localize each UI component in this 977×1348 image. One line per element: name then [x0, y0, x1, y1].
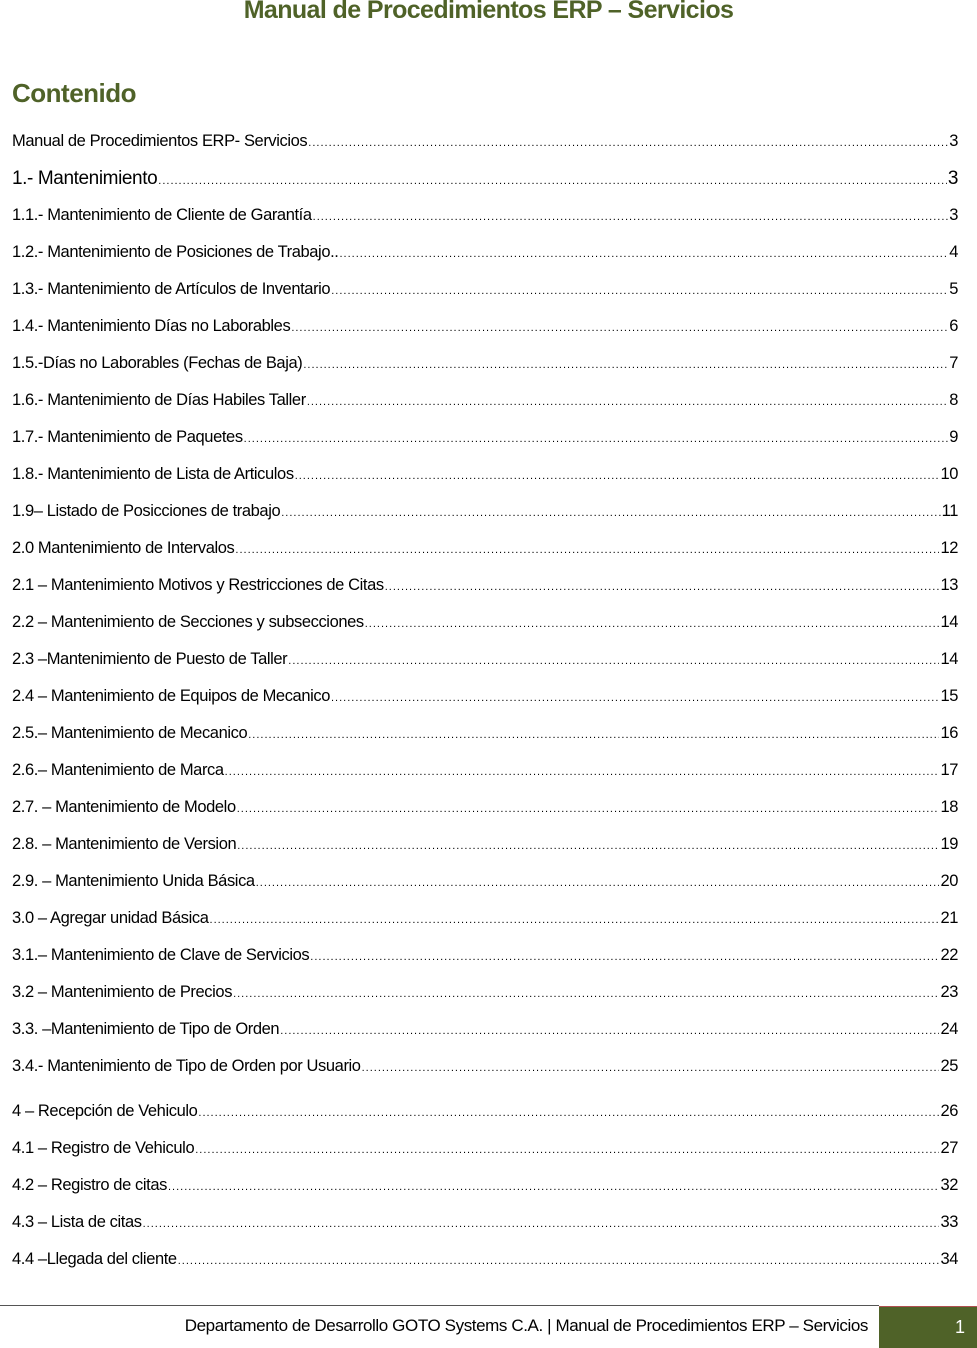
dot-leader — [362, 1050, 940, 1087]
toc-entry[interactable] — [12, 234, 958, 271]
toc-entry-title: 4.1 – Registro de Vehiculo — [12, 1139, 195, 1157]
toc-entry[interactable] — [12, 271, 958, 308]
toc-entry-title: 2.1 – Mantenimiento Motivos y Restricciones de Citas — [12, 576, 384, 594]
toc-entry-title: 1.9– Listado de Posicciones de trabajo — [12, 502, 281, 520]
document-title: Manual de Procedimientos ERP – Servicios — [243, 0, 734, 24]
toc-entry[interactable] — [12, 567, 958, 604]
toc-entry[interactable] — [12, 1048, 958, 1085]
dot-leader — [225, 754, 940, 791]
toc-entry-page: 9 — [949, 428, 958, 446]
toc-entry-title: 3.2 – Mantenimiento de Precios — [12, 983, 233, 1001]
toc-entry-page: 3 — [949, 132, 958, 150]
footer-text: Departamento de Desarrollo GOTO Systems C.A. | Manual de Procedimientos ERP – Servicios — [184, 1316, 868, 1335]
toc-entry-title: 2.5.– Mantenimiento de Mecanico — [12, 724, 248, 742]
toc-entry-page: 23 — [940, 983, 958, 1001]
dot-leader — [365, 606, 940, 643]
dot-leader — [385, 569, 940, 606]
toc-entry-title: 3.0 – Agregar unidad Básica — [12, 909, 209, 927]
toc-entry-page: 27 — [940, 1139, 958, 1157]
toc-entry-page: 18 — [940, 798, 958, 816]
toc-entry-page: 14 — [940, 613, 958, 631]
toc-entry[interactable] — [12, 604, 958, 641]
dot-leader — [198, 1095, 939, 1132]
toc-entry[interactable] — [12, 530, 958, 567]
page-number: 1 — [954, 1317, 965, 1337]
toc-entry-title: 2.0 Mantenimiento de Intervalos — [12, 539, 235, 557]
toc-entry-title: 3.4.- Mantenimiento de Tipo de Orden por Usuario — [12, 1057, 361, 1075]
dot-leader — [331, 680, 939, 717]
toc-entry-page: 3 — [949, 206, 958, 224]
toc-entry[interactable] — [12, 826, 958, 863]
toc-entry-title: 2.4 – Mantenimiento de Equipos de Mecanico — [12, 687, 330, 705]
dot-leader — [248, 717, 939, 754]
toc-entry-title: 2.8. – Mantenimiento de Version — [12, 835, 237, 853]
toc-entry-page: 20 — [940, 872, 958, 890]
dot-leader — [235, 532, 939, 569]
toc-entry-page: 4 — [949, 243, 958, 261]
toc-entry[interactable] — [12, 456, 958, 493]
toc-entry-page: 19 — [940, 835, 958, 853]
page-number-box — [879, 1306, 977, 1348]
toc-entry-page: 8 — [949, 391, 958, 409]
toc-entry-page: 7 — [949, 354, 958, 372]
toc-entry-page: 32 — [940, 1176, 958, 1194]
dot-leader — [143, 1206, 940, 1243]
toc-entry-title: 1.2.- Mantenimiento de Posiciones de Trabajo.. — [12, 243, 339, 261]
toc-entry[interactable] — [12, 863, 958, 900]
dot-leader — [158, 163, 947, 200]
toc-entry[interactable] — [12, 345, 958, 382]
toc-entry[interactable] — [12, 900, 958, 937]
toc-entry-page: 16 — [940, 724, 958, 742]
dot-leader — [237, 828, 939, 865]
toc-entry[interactable] — [12, 1011, 958, 1048]
toc-entry-title: 2.2 – Mantenimiento de Secciones y subsecciones — [12, 613, 364, 631]
toc-entry[interactable] — [12, 1093, 958, 1130]
dot-leader — [210, 902, 940, 939]
dot-leader — [195, 1132, 939, 1169]
toc-entry-page: 6 — [949, 317, 958, 335]
toc-entry-title: 2.3 –Mantenimiento de Puesto de Taller — [12, 650, 288, 668]
toc-entry[interactable] — [12, 382, 958, 419]
toc-entry-page: 26 — [940, 1102, 958, 1120]
toc-entry-page: 15 — [940, 687, 958, 705]
table-of-contents — [12, 123, 958, 1278]
toc-entry-title: 1.7.- Mantenimiento de Paquetes — [12, 428, 243, 446]
toc-entry-title: 1.- Mantenimiento — [12, 168, 158, 189]
toc-entry-title: 1.8.- Mantenimiento de Lista de Articulos — [12, 465, 294, 483]
toc-entry-page: 14 — [940, 650, 958, 668]
toc-entry-page: 22 — [940, 946, 958, 964]
dot-leader — [168, 1169, 939, 1206]
toc-entry-page: 5 — [949, 280, 958, 298]
dot-leader — [288, 643, 939, 680]
toc-entry[interactable] — [12, 160, 958, 197]
toc-entry[interactable] — [12, 1167, 958, 1204]
dot-leader — [256, 865, 940, 902]
toc-entry-page: 3 — [947, 168, 958, 189]
toc-entry-title: 1.6.- Mantenimiento de Días Habiles Taller — [12, 391, 306, 409]
toc-entry[interactable] — [12, 123, 958, 160]
toc-entry[interactable] — [12, 789, 958, 826]
dot-leader — [313, 199, 949, 236]
toc-entry-title: 4.2 – Registro de citas — [12, 1176, 167, 1194]
dot-leader — [178, 1243, 940, 1280]
dot-leader — [310, 939, 939, 976]
toc-entry[interactable] — [12, 974, 958, 1011]
toc-entry-page: 33 — [940, 1213, 958, 1231]
toc-entry[interactable] — [12, 937, 958, 974]
toc-entry-title: 1.3.- Mantenimiento de Artículos de Inventario — [12, 280, 331, 298]
toc-entry-page: 17 — [940, 761, 958, 779]
dot-leader — [339, 236, 948, 273]
toc-entry-title: 3.3. –Mantenimiento de Tipo de Orden — [12, 1020, 280, 1038]
toc-entry[interactable] — [12, 715, 958, 752]
dot-leader — [244, 421, 949, 458]
toc-entry-title: 4.4 –Llegada del cliente — [12, 1250, 177, 1268]
dot-leader — [331, 273, 948, 310]
toc-entry[interactable] — [12, 197, 958, 234]
dot-leader — [295, 458, 940, 495]
toc-entry[interactable] — [12, 678, 958, 715]
dot-leader — [233, 976, 939, 1013]
dot-leader — [281, 495, 940, 532]
toc-entry-title: 1.4.- Mantenimiento Días no Laborables — [12, 317, 291, 335]
toc-entry-page: 12 — [940, 539, 958, 557]
toc-entry-page: 25 — [940, 1057, 958, 1075]
dot-leader — [303, 347, 948, 384]
dot-leader — [291, 310, 948, 347]
toc-entry-title: 4.3 – Lista de citas — [12, 1213, 142, 1231]
toc-entry[interactable] — [12, 308, 958, 345]
toc-entry-page: 10 — [940, 465, 958, 483]
toc-heading: Contenido — [12, 78, 137, 108]
toc-entry-title: 2.6.– Mantenimiento de Marca — [12, 761, 224, 779]
toc-entry-title: Manual de Procedimientos ERP- Servicios — [12, 132, 308, 150]
footer-divider — [0, 1305, 879, 1306]
toc-entry-page: 24 — [940, 1020, 958, 1038]
toc-entry-page: 13 — [940, 576, 958, 594]
toc-entry-title: 4 – Recepción de Vehiculo — [12, 1102, 198, 1120]
toc-entry[interactable] — [12, 1204, 958, 1241]
toc-entry[interactable] — [12, 1241, 958, 1278]
toc-entry-title: 3.1.– Mantenimiento de Clave de Servicios — [12, 946, 310, 964]
toc-entry-page: 21 — [940, 909, 958, 927]
dot-leader — [307, 384, 948, 421]
toc-entry[interactable] — [12, 641, 958, 678]
toc-entry-title: 2.7. – Mantenimiento de Modelo — [12, 798, 236, 816]
dot-leader — [280, 1013, 939, 1050]
toc-entry-page: 34 — [940, 1250, 958, 1268]
toc-entry-page: 11 — [941, 502, 958, 520]
toc-entry[interactable] — [12, 419, 958, 456]
dot-leader — [237, 791, 940, 828]
toc-entry[interactable] — [12, 493, 958, 530]
toc-entry[interactable] — [12, 1130, 958, 1167]
dot-leader — [308, 125, 948, 162]
toc-entry-title: 1.1.- Mantenimiento de Cliente de Garantía — [12, 206, 312, 224]
toc-entry-title: 2.9. – Mantenimiento Unida Básica — [12, 872, 255, 890]
toc-entry[interactable] — [12, 752, 958, 789]
toc-entry-title: 1.5.-Días no Laborables (Fechas de Baja) — [12, 354, 303, 372]
